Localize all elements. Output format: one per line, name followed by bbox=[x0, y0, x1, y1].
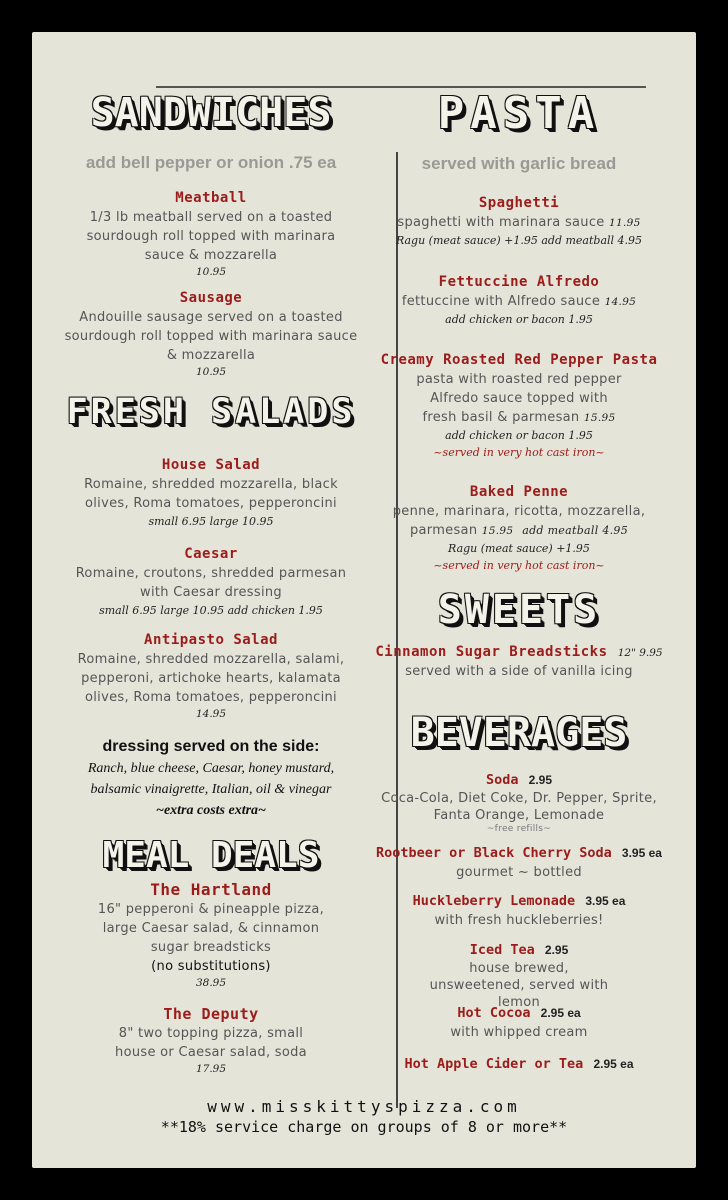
pasta-penne bbox=[368, 482, 670, 574]
item-price: 14.95 bbox=[195, 708, 227, 720]
item-description-2: parmesan bbox=[409, 523, 478, 538]
item-title: Cinnamon Sugar Breadsticks bbox=[375, 644, 608, 660]
item-note: ~served in very hot cast iron~ bbox=[433, 446, 605, 459]
item-title: Baked Penne bbox=[469, 484, 569, 500]
item-price: 10.95 bbox=[195, 266, 227, 278]
salad-house bbox=[62, 455, 360, 530]
service-charge-note: **18% service charge on groups of 8 or more** bbox=[160, 1118, 568, 1136]
item-description: Coca-Cola, Diet Coke, Dr. Pepper, Sprite, Fanta Orange, Lemonade bbox=[381, 791, 657, 823]
item-price: 3.95 ea bbox=[585, 894, 626, 908]
pasta-alfredo bbox=[368, 272, 670, 328]
item-description-1: penne, marinara, ricotta, mozzarella, bbox=[392, 504, 646, 519]
item-price: 15.95 bbox=[481, 525, 514, 537]
item-price: 3.95 ea bbox=[621, 846, 662, 860]
item-price: 10.95 bbox=[195, 366, 227, 378]
item-price: 11.95 bbox=[609, 217, 641, 229]
bev-tea bbox=[368, 939, 670, 1011]
item-note: ~served in very hot cast iron~ bbox=[433, 559, 605, 572]
item-description: spaghetti with marinara sauce bbox=[397, 215, 605, 230]
item-title: Iced Tea bbox=[469, 942, 535, 958]
bev-soda bbox=[368, 769, 670, 835]
deal-hartland bbox=[62, 880, 360, 991]
pasta-red-pepper bbox=[368, 350, 670, 461]
item-price: 17.95 bbox=[195, 1063, 227, 1075]
item-title: The Deputy bbox=[163, 1005, 259, 1023]
item-title: Spaghetti bbox=[478, 195, 560, 211]
item-description: fettuccine with Alfredo sauce bbox=[401, 294, 601, 309]
item-title: Antipasto Salad bbox=[144, 632, 278, 648]
salad-caesar bbox=[62, 544, 360, 619]
item-description: 8" two topping pizza, small house or Caesar salad, soda bbox=[115, 1026, 307, 1060]
item-description-1: pasta with roasted red pepper bbox=[416, 372, 622, 387]
meal-deals-heading: MEAL DEALS bbox=[102, 835, 320, 876]
sandwiches-subtitle: add bell pepper or onion .75 ea bbox=[85, 153, 337, 172]
item-description: Andouille sausage served on a toasted sourdough roll topped with marinara sauce & mozzarella bbox=[64, 310, 358, 363]
item-price: small 6.95 large 10.95 add chicken 1.95 bbox=[99, 604, 323, 617]
sweets-breadsticks bbox=[368, 641, 670, 681]
item-title: Caesar bbox=[184, 546, 238, 562]
item-description: Romaine, shredded mozzarella, salami, pepperoni, artichoke hearts, kalamata olives, Roma tomatoes, pepperoncini bbox=[77, 652, 345, 705]
dressing-title: dressing served on the side: bbox=[102, 738, 320, 755]
salad-antipasto bbox=[62, 630, 360, 722]
item-price: small 6.95 large 10.95 bbox=[148, 515, 274, 528]
item-price: 12" 9.95 bbox=[617, 647, 663, 659]
left-column bbox=[62, 0, 360, 1200]
item-title: Fettuccine Alfredo bbox=[438, 274, 600, 290]
item-note: ~free refills~ bbox=[486, 824, 552, 834]
beverages-heading: BEVERAGES bbox=[410, 710, 628, 756]
item-title: Hot Apple Cider or Tea bbox=[404, 1056, 584, 1072]
item-options: add chicken or bacon 1.95 bbox=[445, 313, 593, 326]
dressing-extra: ~extra costs extra~ bbox=[155, 803, 267, 818]
dressing-list: Ranch, blue cheese, Caesar, honey mustard, balsamic vinaigrette, Italian, oil & vinegar bbox=[87, 761, 335, 797]
item-price: 2.95 ea bbox=[540, 1006, 581, 1020]
item-description: with fresh huckleberries! bbox=[434, 913, 604, 928]
bev-cocoa bbox=[368, 1002, 670, 1042]
item-description: Romaine, shredded mozzarella, black olives, Roma tomatoes, pepperoncini bbox=[84, 477, 338, 511]
right-column bbox=[368, 0, 670, 1200]
item-title: Rootbeer or Black Cherry Soda bbox=[376, 845, 612, 861]
item-title: The Hartland bbox=[150, 880, 272, 899]
item-description: Romaine, croutons, shredded parmesan with Caesar dressing bbox=[75, 566, 347, 600]
item-title: Meatball bbox=[175, 190, 247, 206]
sandwich-sausage bbox=[62, 288, 360, 380]
sandwiches-heading: SANDWICHES bbox=[90, 90, 332, 136]
item-options: Ragu (meat sauce) +1.95 add meatball 4.95 bbox=[395, 234, 643, 247]
bev-rootbeer bbox=[368, 842, 670, 882]
item-price: 2.95 bbox=[544, 943, 569, 957]
item-title: Sausage bbox=[179, 290, 243, 306]
bev-lemonade bbox=[368, 890, 670, 930]
item-price: 15.95 bbox=[583, 412, 616, 424]
item-description: 1/3 lb meatball served on a toasted sourdough roll topped with marinara sauce & mozzarella bbox=[86, 210, 336, 263]
item-title: Soda bbox=[485, 772, 519, 788]
item-options: Ragu (meat sauce) +1.95 bbox=[448, 542, 590, 555]
sweets-heading: SWEETS bbox=[437, 587, 601, 633]
item-description: gourmet ~ bottled bbox=[456, 865, 582, 880]
item-description: 16" pepperoni & pineapple pizza, large Caesar salad, & cinnamon sugar breadsticks bbox=[97, 902, 325, 955]
sandwich-meatball bbox=[62, 188, 360, 280]
item-title: House Salad bbox=[161, 457, 261, 473]
item-note: (no substitutions) bbox=[151, 959, 271, 974]
dressing-note bbox=[62, 736, 360, 821]
item-title: Huckleberry Lemonade bbox=[412, 893, 576, 909]
item-price: 2.95 bbox=[528, 773, 553, 787]
deal-deputy bbox=[62, 1004, 360, 1077]
item-description-3: fresh basil & parmesan bbox=[422, 410, 580, 425]
salads-heading: FRESH SALADS bbox=[66, 392, 356, 432]
item-price: 14.95 bbox=[604, 296, 637, 308]
item-options: add chicken or bacon 1.95 bbox=[445, 429, 593, 442]
item-option-inline: add meatball 4.95 bbox=[522, 524, 629, 537]
pasta-heading: PASTA bbox=[437, 88, 601, 139]
item-title: Hot Cocoa bbox=[457, 1005, 531, 1021]
pasta-subtitle: served with garlic bread bbox=[421, 154, 617, 173]
item-title: Creamy Roasted Red Pepper Pasta bbox=[380, 352, 658, 368]
item-description: served with a side of vanilla icing bbox=[405, 664, 633, 679]
website-link[interactable]: www.misskittyspizza.com bbox=[207, 1097, 521, 1116]
item-price: 2.95 ea bbox=[593, 1057, 634, 1071]
pasta-spaghetti bbox=[368, 193, 670, 249]
bev-cider bbox=[368, 1053, 670, 1074]
item-description: with whipped cream bbox=[450, 1025, 588, 1040]
item-price: 38.95 bbox=[195, 977, 227, 989]
item-description: house brewed, unsweetened, served with lemon bbox=[429, 961, 609, 1010]
item-description-2: Alfredo sauce topped with bbox=[430, 391, 608, 406]
